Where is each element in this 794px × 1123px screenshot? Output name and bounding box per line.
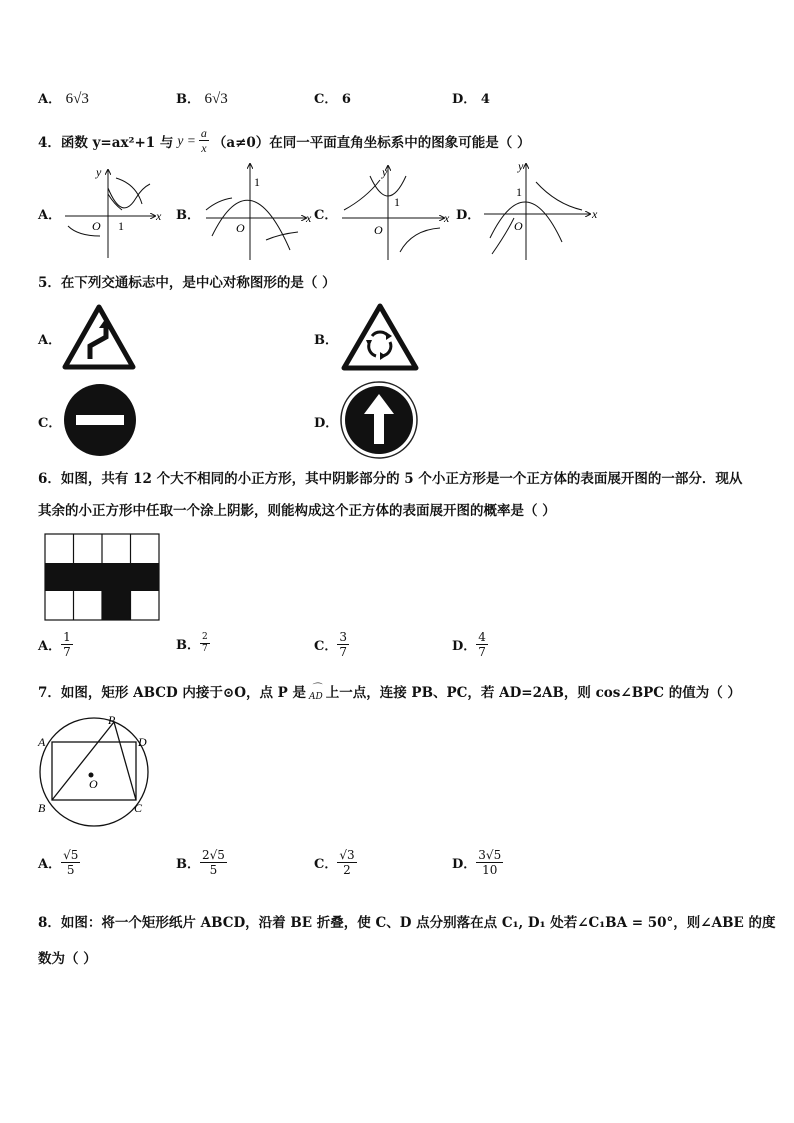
q4-graph-b	[198, 158, 318, 262]
point-p-label: P	[108, 713, 116, 727]
fraction-denominator: 2	[343, 863, 351, 877]
q7-option-d	[452, 848, 503, 877]
option-fraction	[200, 848, 227, 877]
option-letter: C．	[314, 92, 338, 107]
q6-stem-line2: 其余的小正方形中任取一个涂上阴影，则能构成这个正方体的表面展开图的概率是（ ）	[38, 503, 556, 519]
q6-option-b	[176, 632, 210, 655]
straight-ahead-sign-icon	[338, 380, 420, 460]
q6-option-d	[452, 630, 488, 659]
option-value: 6√3	[204, 91, 228, 107]
option-letter: A．	[38, 92, 62, 107]
origin-label: O	[236, 221, 245, 235]
arc-label: AD	[309, 692, 323, 702]
q4-suffix: （a≠0）在同一平面直角坐标系中的图象可能是（ ）	[212, 134, 531, 151]
fraction-numerator: 2	[202, 632, 208, 642]
one-label: 1	[394, 195, 400, 209]
q4-stem	[38, 126, 531, 155]
q7-option-c	[314, 848, 357, 877]
y-axis-label: y	[518, 159, 524, 173]
q8-stem-line2: 数为（ ）	[38, 951, 97, 967]
q3-option-b	[176, 88, 228, 108]
fraction-numerator: 3	[339, 630, 347, 644]
fraction-numerator: 3√5	[478, 848, 502, 862]
fraction-denominator: 7	[63, 645, 71, 659]
q7-option-b	[176, 848, 227, 877]
no-entry-sign-icon	[60, 382, 140, 458]
origin-label: O	[514, 219, 523, 233]
option-letter: D．	[452, 857, 477, 872]
q7-circle-figure	[34, 712, 154, 832]
option-letter: B．	[176, 638, 200, 653]
option-fraction	[337, 848, 356, 877]
roundabout-warning-sign-icon	[340, 302, 420, 372]
y-axis-label: y	[96, 165, 102, 179]
point-c-label: C	[134, 801, 143, 815]
fraction-denominator: 5	[66, 863, 75, 877]
q5-stem: 5．在下列交通标志中，是中心对称图形的是（ ）	[38, 275, 336, 291]
option-fraction	[200, 632, 210, 655]
origin-label: O	[92, 219, 101, 233]
q4-letter-b: B．	[176, 208, 200, 223]
one-label: 1	[118, 219, 124, 233]
option-fraction	[61, 848, 80, 877]
fraction-numerator: 1	[63, 630, 71, 644]
q7-text-b: 上一点，连接 PB、PC，若 AD=2AB，则 cos∠BPC 的值为（ ）	[325, 685, 741, 701]
option-value: 4	[480, 92, 490, 107]
point-d-label: D	[138, 735, 147, 749]
x-axis-label: x	[306, 211, 312, 225]
q5-letter-a: A．	[38, 333, 62, 348]
q4-prefix: 4．函数 y=ax²+1 与	[38, 134, 174, 151]
option-letter: D．	[452, 639, 477, 654]
option-fraction	[337, 630, 349, 659]
x-axis-label: x	[592, 207, 598, 221]
fraction-numerator: 2√5	[202, 848, 225, 862]
q4-graph-d	[478, 156, 604, 262]
q5-letter-b: B．	[314, 333, 338, 348]
q7-option-a	[38, 848, 80, 877]
fraction-denominator: 10	[482, 863, 498, 877]
q6-option-a	[38, 630, 73, 659]
option-letter: B．	[176, 92, 200, 107]
fraction-denominator: 7	[202, 644, 208, 654]
q4-letter-a: A．	[38, 208, 62, 223]
q7-stem	[38, 681, 741, 701]
q6-square-grid	[44, 533, 162, 623]
fraction-denominator: 7	[339, 645, 347, 659]
q4-letter-c: C．	[314, 208, 338, 223]
y-axis-label: y	[382, 165, 388, 179]
fraction-denominator: 7	[478, 645, 486, 659]
option-fraction	[61, 630, 73, 659]
point-a-label: A	[38, 735, 46, 749]
q4-graph-c	[336, 158, 456, 262]
q4-graph-a	[60, 160, 170, 260]
x-axis-label: x	[156, 209, 162, 223]
q3-option-a	[38, 88, 89, 108]
x-axis-label: x	[444, 211, 450, 225]
fraction-denominator: 5	[209, 863, 218, 877]
one-label: 1	[254, 175, 260, 189]
option-letter: A．	[38, 857, 62, 872]
option-fraction	[476, 630, 488, 659]
fraction-numerator: a	[200, 126, 207, 140]
option-fraction	[476, 848, 503, 877]
q4-formula-lhs: y =	[177, 132, 196, 148]
option-letter: D．	[452, 92, 477, 107]
q6-stem-line1: 6．如图，共有 12 个大不相同的小正方形，其中阴影部分的 5 个小正方形是一个正方体的表面展开图的一部分．现从	[38, 471, 743, 487]
option-value: 6√3	[65, 91, 89, 107]
q5-letter-c: C．	[38, 416, 62, 431]
option-letter: C．	[314, 857, 338, 872]
point-b-label: B	[38, 801, 46, 815]
q8-stem-line1: 8．如图：将一个矩形纸片 ABCD，沿着 BE 折叠，使 C、D 点分别落在点 C₁, D₁ 处若∠C₁BA = 50°，则∠ABE 的度	[38, 915, 776, 931]
option-letter: B．	[176, 857, 200, 872]
fraction-numerator: √5	[63, 848, 79, 862]
fraction-numerator: √3	[339, 848, 355, 862]
q6-option-c	[314, 630, 349, 659]
fraction-denominator: x	[201, 141, 207, 155]
curve-warning-sign-icon	[62, 304, 136, 370]
option-letter: A．	[38, 639, 62, 654]
origin-label: O	[374, 223, 383, 237]
option-letter: C．	[314, 639, 338, 654]
q4-formula-fraction	[199, 126, 209, 155]
q3-option-c	[314, 88, 351, 107]
option-value: 6	[341, 92, 351, 107]
q7-text-a: 7．如图，矩形 ABCD 内接于⊙O，点 P 是	[38, 685, 307, 701]
fraction-numerator: 4	[478, 630, 486, 644]
center-o-label: O	[89, 777, 98, 791]
q5-letter-d: D．	[314, 416, 339, 431]
q3-option-d	[452, 88, 490, 107]
q4-letter-d: D．	[456, 208, 481, 223]
q7-arc-notation: ⌒ AD	[309, 683, 323, 702]
one-label: 1	[516, 185, 522, 199]
